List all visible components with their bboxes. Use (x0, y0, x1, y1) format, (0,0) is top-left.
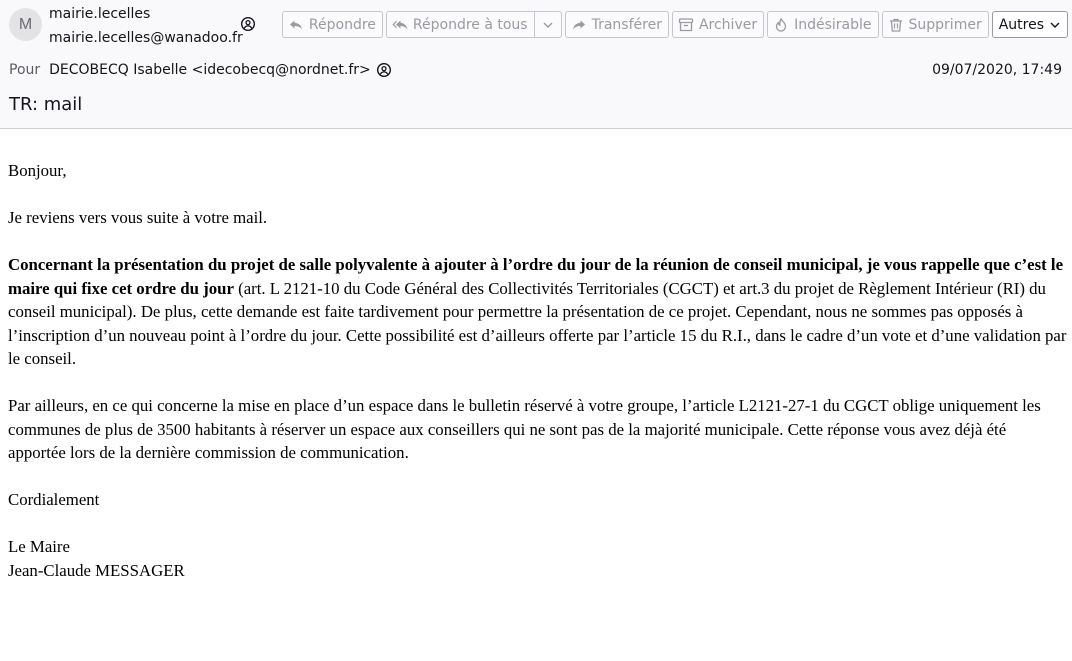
message-subject: TR: mail (9, 94, 83, 115)
chevron-down-icon (542, 19, 554, 31)
greeting: Bonjour, (8, 161, 67, 180)
reply-icon (288, 17, 304, 33)
sender-email[interactable]: mairie.lecelles@wanadoo.fr (49, 30, 243, 46)
delete-label: Supprimer (908, 16, 982, 33)
reply-label: Répondre (308, 16, 376, 33)
forward-label: Transférer (591, 16, 662, 33)
recipient[interactable]: DECOBECQ Isabelle <idecobecq@nordnet.fr> (49, 62, 371, 78)
recipient-row (9, 62, 392, 78)
message-toolbar (282, 11, 1068, 38)
paragraph-agenda (8, 253, 1068, 371)
contact-icon[interactable] (240, 16, 256, 32)
paragraph-bulletin: Par ailleurs, en ce qui concerne la mise en place d’un espace dans le bulletin réservé à votre groupe, l’article L2121-27-1 du CGCT oblige uniquement les communes de plus de 3500 habitants à réserver un espace aux conseillers qui ne sont pas de la majorité municipale. Cette réponse vous avez déjà été apportée lors de la dernière commission de communication. (8, 396, 1041, 462)
junk-button[interactable] (767, 11, 878, 38)
more-label: Autres (998, 16, 1044, 33)
forward-button[interactable] (565, 11, 669, 38)
intro-line: Je reviens vers vous suite à votre mail. (8, 208, 268, 227)
chevron-down-icon (1049, 19, 1061, 31)
message-body (8, 159, 1068, 582)
closing: Cordialement (8, 490, 100, 509)
reply-button[interactable] (282, 11, 383, 38)
more-menu-button[interactable] (992, 11, 1068, 38)
message-date: 09/07/2020, 17:49 (932, 62, 1062, 78)
reply-all-dropdown[interactable] (534, 12, 561, 37)
flame-icon (773, 17, 789, 33)
archive-icon (678, 17, 694, 33)
reply-all-label: Répondre à tous (412, 16, 528, 33)
forward-icon (571, 17, 587, 33)
signature-title: Le Maire (8, 537, 70, 556)
delete-button[interactable] (882, 11, 989, 38)
message-header (0, 0, 1072, 129)
sender-avatar[interactable]: M (9, 8, 42, 41)
archive-button[interactable] (672, 11, 764, 38)
contact-icon[interactable] (376, 62, 392, 78)
paragraph-agenda-rest: (art. L 2121-10 du Code Général des Collectivités Territoriales (CGCT) et art.3 du projet de Règlement Intérieur (RI) du conseil municipal). De plus, cette demande est faite tardivement pour permettre la présentation de ce projet. Cependant, nous ne sommes pas opposés à l’inscription d’un nouveau point à l’ordre du jour. Cette possibilité est d’ailleurs offerte par l’article 15 du R.I., dans le cadre d’un vote et d’une validation par le conseil. (8, 278, 1067, 368)
reply-all-icon (392, 17, 408, 33)
archive-label: Archiver (698, 16, 758, 33)
paragraph-agenda-bold: Concernant la présentation du projet de salle polyvalente à ajouter à l’ordre du jour de la réunion de conseil municipal, je vous rappelle que c’est le maire qui fixe cet ordre du jour (8, 255, 1064, 298)
reply-all-button[interactable] (386, 11, 562, 38)
trash-icon (888, 17, 904, 33)
to-label: Pour (9, 62, 41, 78)
sender-name[interactable]: mairie.lecelles (49, 6, 151, 22)
junk-label: Indésirable (794, 16, 872, 33)
signature-name: Jean-Claude MESSAGER (8, 560, 185, 580)
